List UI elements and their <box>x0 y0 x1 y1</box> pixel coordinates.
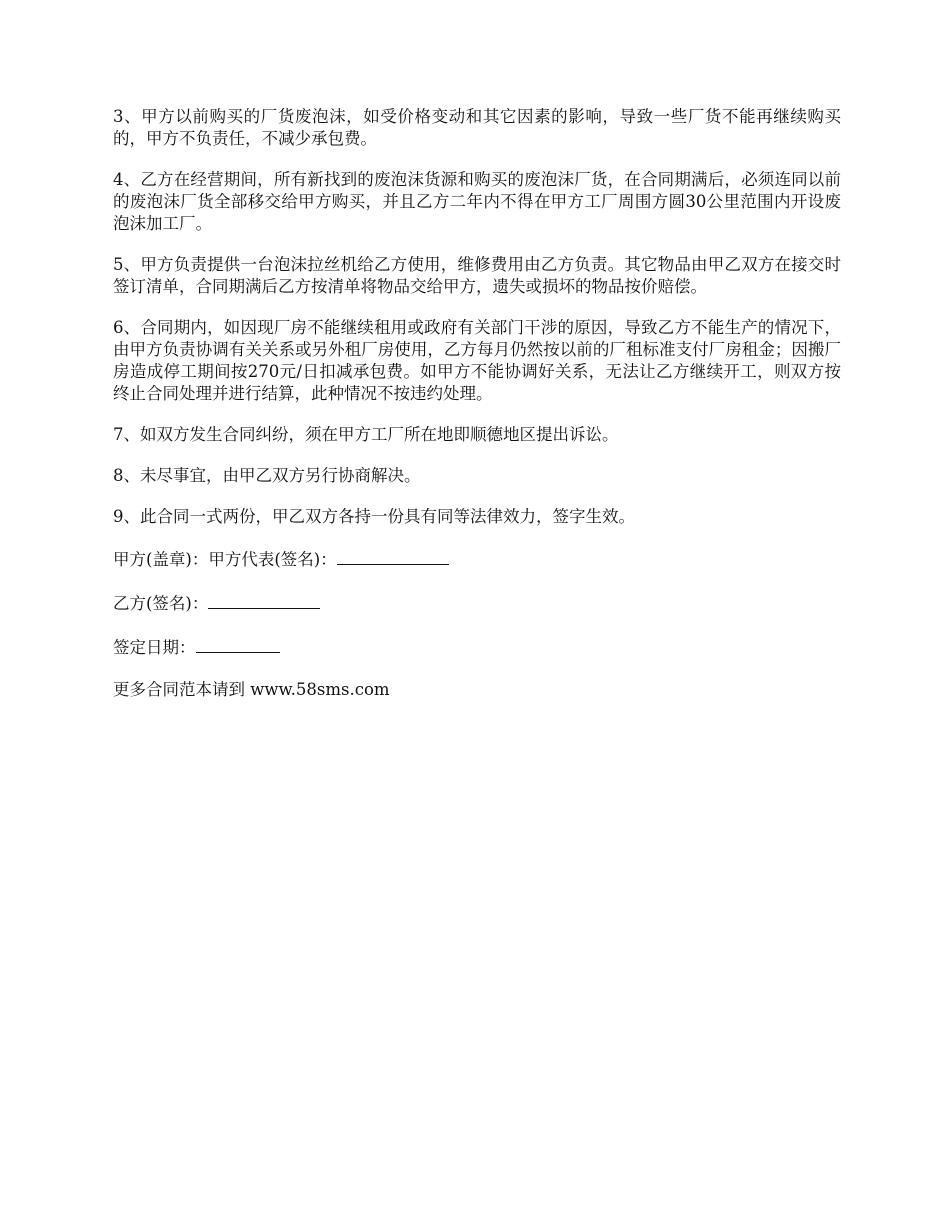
party-b-label: 乙方(签名)： <box>113 594 209 613</box>
clause-6: 6、合同期内，如因现厂房不能继续租用或政府有关部门干涉的原因，导致乙方不能生产的情况下，由甲方负责协调有关关系或另外租厂房使用，乙方每月仍然按以前的厂租标准支付厂房租金；因搬厂房造成停工期间按270元/日扣减承包费。如甲方不能协调好关系，无法让乙方继续开工，则双方按终止合同处理并进行结算，此种情况不按违约处理。 <box>113 318 841 403</box>
clause-4: 4、乙方在经营期间，所有新找到的废泡沫货源和购买的废泡沫厂货，在合同期满后，必须连同以前的废泡沫厂货全部移交给甲方购买，并且乙方二年内不得在甲方工厂周围方圆30公里范围内开设废泡沫加工厂。 <box>113 170 841 233</box>
party-a-rep-label: 甲方代表(签名)： <box>208 550 337 569</box>
clause-3: 3、甲方以前购买的厂货废泡沫，如受价格变动和其它因素的影响，导致一些厂货不能再继续购买的，甲方不负责任，不减少承包费。 <box>113 107 841 148</box>
party-a-seal-label: 甲方(盖章)： <box>113 550 209 569</box>
clause-8: 8、未尽事宜，由甲乙双方另行协商解决。 <box>113 466 421 485</box>
clause-7: 7、如双方发生合同纠纷，须在甲方工厂所在地即顺德地区提出诉讼。 <box>113 425 619 444</box>
clause-5: 5、甲方负责提供一台泡沫拉丝机给乙方使用，维修费用由乙方负责。其它物品由甲乙双方在接交时签订清单，合同期满后乙方按清单将物品交给甲方，遗失或损坏的物品按价赔偿。 <box>113 255 841 296</box>
party-a-signature-line <box>113 547 841 571</box>
party-a-signature-blank <box>337 547 449 565</box>
party-b-signature-blank <box>208 591 320 609</box>
clause-9: 9、此合同一式两份，甲乙双方各持一份具有同等法律效力，签字生效。 <box>113 507 635 526</box>
party-b-signature-line <box>113 591 841 615</box>
sign-date-line <box>113 635 841 659</box>
sign-date-label: 签定日期： <box>113 638 196 657</box>
sign-date-blank <box>196 635 280 653</box>
contract-page <box>113 106 841 721</box>
footer-note: 更多合同范本请到 www.58sms.com <box>113 680 390 699</box>
